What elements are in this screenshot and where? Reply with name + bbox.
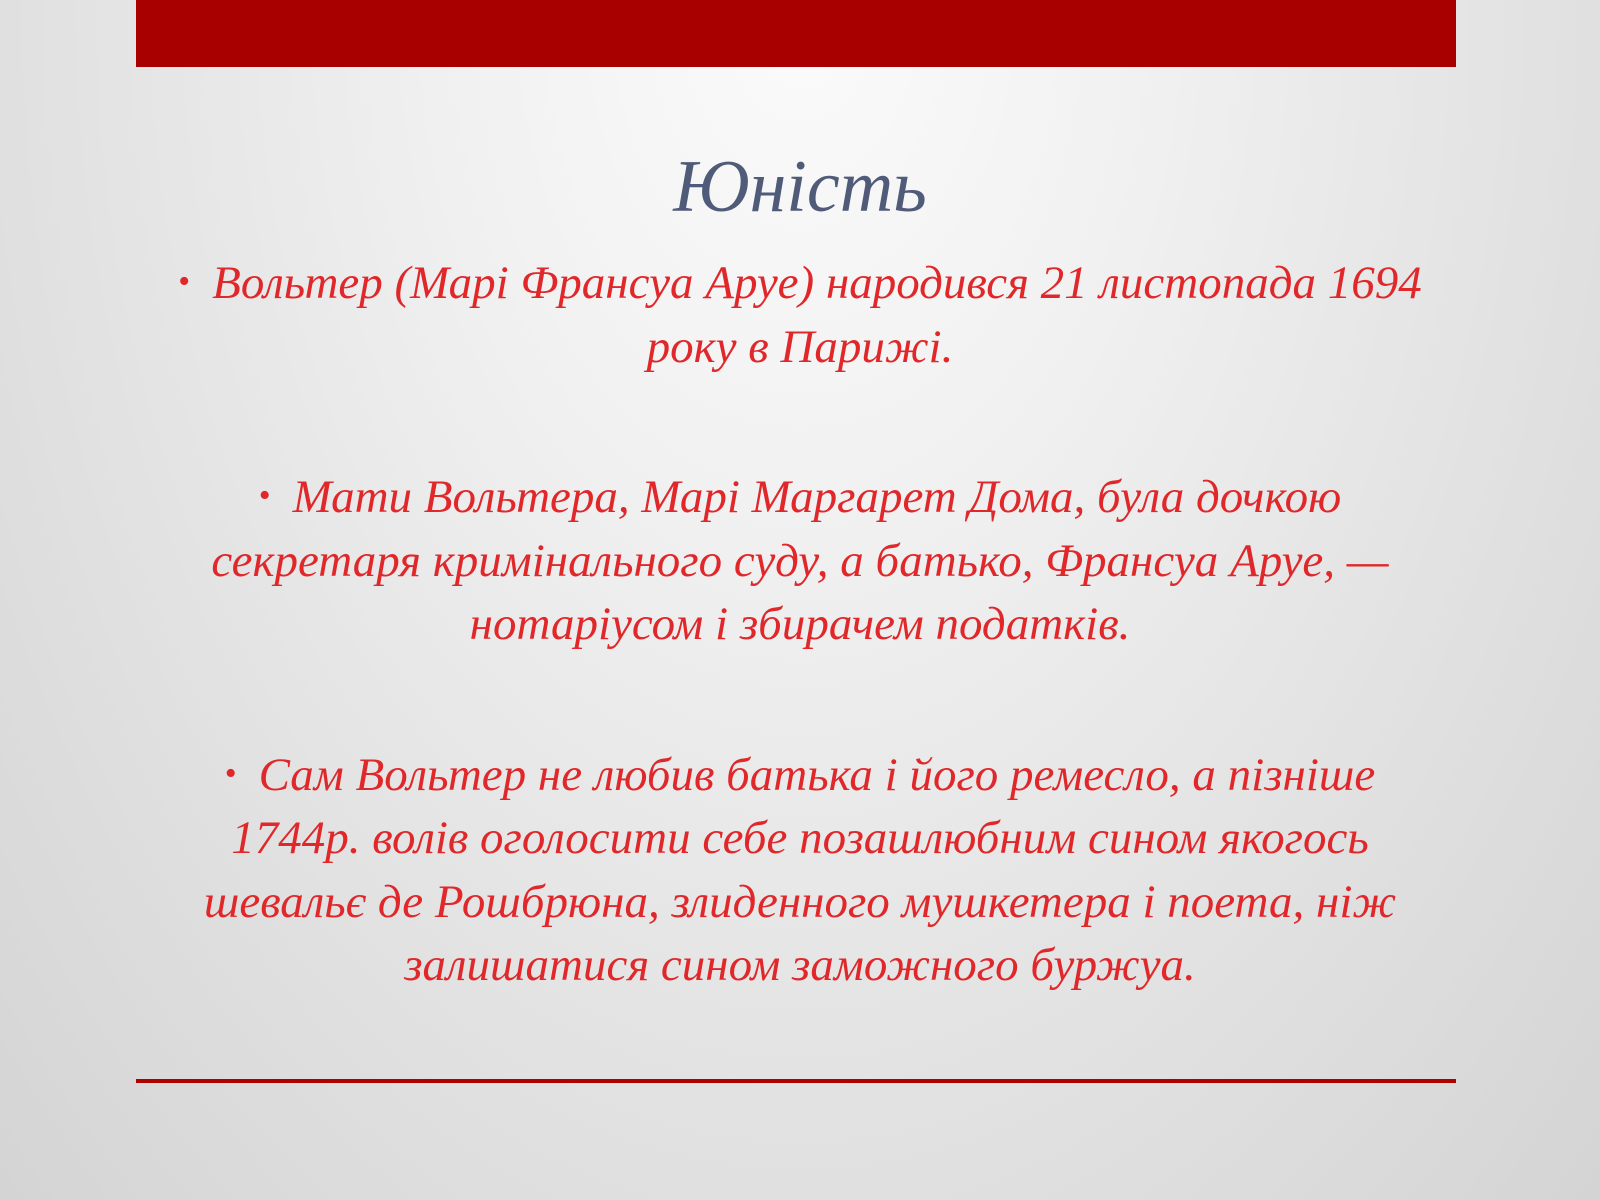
slide-title: Юність bbox=[673, 146, 927, 228]
bullet-icon: • bbox=[224, 754, 237, 792]
bullet-list bbox=[170, 250, 1430, 998]
bullet-item bbox=[170, 250, 1430, 379]
bullet-text: Сам Вольтер не любив батька і його ремесло, а пізніше 1744р. волів оголосити себе позашлюбним сином якогось шевальє де Рошбрюна, злиденного мушкетера і поета, ніж залишатися сином заможного буржуа. bbox=[203, 748, 1397, 991]
bottom-divider-line bbox=[136, 1079, 1456, 1083]
bullet-icon: • bbox=[258, 477, 271, 514]
top-accent-bar bbox=[136, 0, 1456, 67]
bullet-text: Мати Вольтера, Марі Маргарет Дома, була дочкою секретаря кримінального суду, а батько, Франсуа Аруе, — нотаріусом і збирачем податків. bbox=[211, 471, 1389, 650]
bullet-item bbox=[170, 742, 1430, 998]
bullet-icon: • bbox=[178, 263, 191, 300]
bullet-item bbox=[170, 464, 1430, 657]
bullet-text: Вольтер (Марі Франсуа Аруе) народився 21 листопада 1694 року в Парижі. bbox=[212, 257, 1422, 373]
